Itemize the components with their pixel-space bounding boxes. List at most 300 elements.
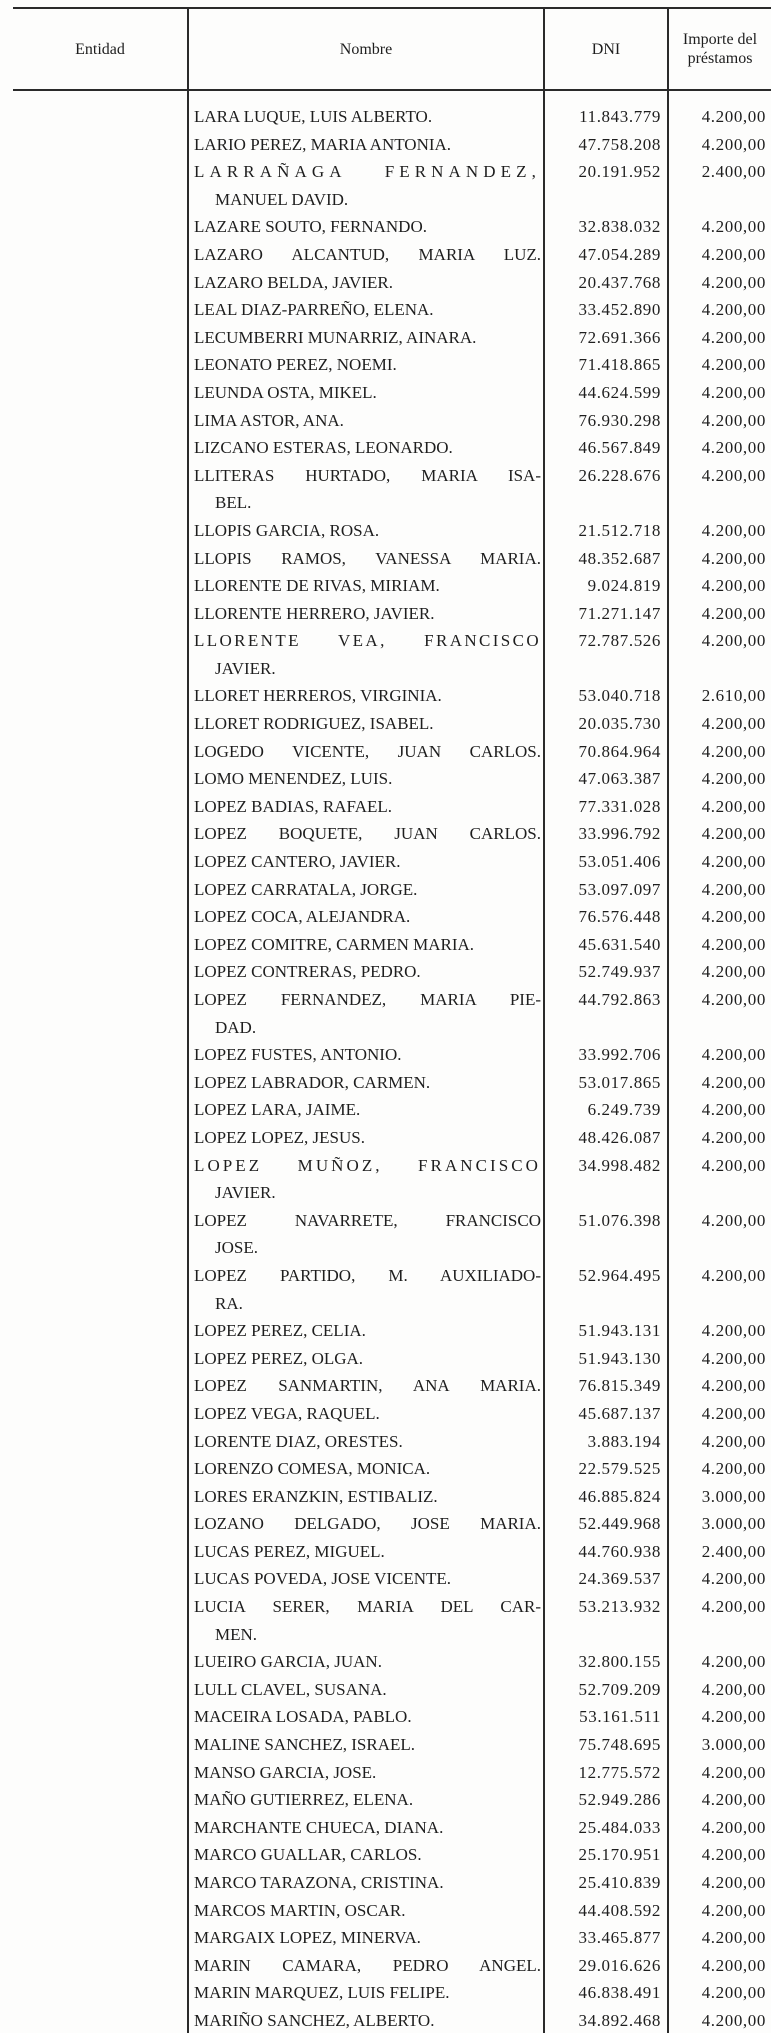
cell-dni: 47.054.289 (578, 244, 661, 264)
cell-nombre (187, 1924, 543, 1952)
name-line: LOPEZ LARA, JAIME. (194, 1100, 361, 1120)
cell-nombre (187, 1124, 543, 1152)
cell-nombre (187, 1979, 543, 2007)
cell-dni: 3.883.194 (587, 1431, 661, 1451)
name-line: MANSO GARCIA, JOSE. (194, 1762, 377, 1782)
name-line: LEAL DIAZ-PARREÑO, ELENA. (194, 300, 434, 320)
cell-dni: 22.579.525 (578, 1459, 661, 1479)
cell-nombre (187, 876, 543, 904)
cell-dni: 53.040.718 (578, 686, 661, 706)
name-line: BEL. (215, 493, 252, 513)
cell-dni: 33.996.792 (578, 824, 661, 844)
cell-entidad (13, 213, 187, 241)
name-line: MARCHANTE CHUECA, DIANA. (194, 1817, 444, 1837)
cell-nombre (187, 738, 543, 766)
cell-dni: 24.369.537 (578, 1569, 661, 1589)
name-line: LOPEZ VEGA, RAQUEL. (194, 1403, 380, 1423)
table-body (13, 103, 771, 2033)
cell-dni: 20.437.768 (578, 272, 661, 292)
cell-entidad (13, 1317, 187, 1345)
cell-dni: 70.864.964 (578, 741, 661, 761)
cell-importe: 4.200,00 (701, 272, 766, 292)
cell-dni: 53.213.932 (578, 1597, 661, 1617)
cell-nombre (187, 1428, 543, 1456)
cell-entidad (13, 1510, 187, 1538)
cell-dni: 33.465.877 (578, 1928, 661, 1948)
cell-entidad (13, 600, 187, 628)
cell-entidad (13, 1676, 187, 1704)
cell-importe: 4.200,00 (701, 1100, 766, 1120)
cell-importe: 4.200,00 (701, 1900, 766, 1920)
cell-entidad (13, 1593, 187, 1648)
name-line: LARIO PEREZ, MARIA ANTONIA. (194, 134, 452, 154)
cell-dni: 51.076.398 (578, 1210, 661, 1230)
name-line: MARIÑO SANCHEZ, ALBERTO. (194, 2010, 435, 2030)
name-line: MARCOS MARTIN, OSCAR. (194, 1900, 406, 1920)
cell-nombre (187, 517, 543, 545)
cell-nombre (187, 986, 543, 1041)
cell-entidad (13, 1897, 187, 1925)
name-line: LLOPIS RAMOS, VANESSA MARIA. (194, 548, 541, 568)
cell-entidad (13, 2007, 187, 2033)
cell-dni: 52.949.286 (578, 1790, 661, 1810)
cell-importe: 4.200,00 (701, 603, 766, 623)
name-line: LUCIA SERER, MARIA DEL CAR- (194, 1597, 541, 1617)
name-line: LOPEZ LOPEZ, JESUS. (194, 1127, 365, 1147)
cell-dni: 53.097.097 (578, 879, 661, 899)
cell-nombre (187, 1483, 543, 1511)
name-line: LLORENTE HERRERO, JAVIER. (194, 603, 435, 623)
cell-dni: 51.943.131 (578, 1321, 661, 1341)
cell-importe: 4.200,00 (701, 879, 766, 899)
cell-nombre (187, 931, 543, 959)
cell-entidad (13, 1455, 187, 1483)
cell-entidad (13, 1124, 187, 1152)
cell-dni: 12.775.572 (578, 1762, 661, 1782)
cell-importe: 4.200,00 (701, 1376, 766, 1396)
cell-importe: 4.200,00 (701, 824, 766, 844)
cell-importe: 4.200,00 (701, 1679, 766, 1699)
cell-nombre (187, 1869, 543, 1897)
cell-importe: 4.200,00 (701, 327, 766, 347)
cell-dni: 44.624.599 (578, 382, 661, 402)
cell-nombre (187, 407, 543, 435)
name-line: LOPEZ NAVARRETE, FRANCISCO (194, 1210, 541, 1230)
column-header-entidad: Entidad (75, 40, 125, 58)
name-line: MACEIRA LOSADA, PABLO. (194, 1707, 412, 1727)
cell-dni: 48.352.687 (578, 548, 661, 568)
cell-importe: 4.200,00 (701, 355, 766, 375)
cell-entidad (13, 1731, 187, 1759)
name-line: LEUNDA OSTA, MIKEL. (194, 382, 377, 402)
cell-entidad (13, 627, 187, 682)
cell-entidad (13, 1345, 187, 1373)
cell-dni: 25.410.839 (578, 1873, 661, 1892)
cell-nombre (187, 1345, 543, 1373)
cell-nombre (187, 1455, 543, 1483)
cell-importe: 4.200,00 (701, 520, 766, 540)
name-line: LAZARO BELDA, JAVIER. (194, 272, 393, 292)
cell-importe: 4.200,00 (701, 1845, 766, 1865)
name-line: LUCAS PEREZ, MIGUEL. (194, 1541, 385, 1561)
name-line: LOPEZ CANTERO, JAVIER. (194, 852, 401, 872)
cell-dni: 25.170.951 (578, 1845, 661, 1865)
name-line: LOPEZ CARRATALA, JORGE. (194, 879, 418, 899)
cell-nombre (187, 1565, 543, 1593)
cell-entidad (13, 324, 187, 352)
cell-entidad (13, 986, 187, 1041)
cell-dni: 26.228.676 (578, 465, 661, 485)
cell-importe: 4.200,00 (701, 1983, 766, 2003)
name-line: MARGAIX LOPEZ, MINERVA. (194, 1928, 421, 1948)
name-line: LOPEZ BADIAS, RAFAEL. (194, 796, 393, 816)
cell-dni: 20.035.730 (578, 714, 661, 734)
cell-nombre (187, 1262, 543, 1317)
cell-importe: 4.200,00 (701, 1127, 766, 1147)
cell-entidad (13, 1069, 187, 1097)
cell-entidad (13, 710, 187, 738)
cell-dni: 76.930.298 (578, 410, 661, 430)
name-line: LOPEZ PARTIDO, M. AUXILIADO- (194, 1265, 541, 1285)
cell-entidad (13, 903, 187, 931)
name-line: LOPEZ PEREZ, OLGA. (194, 1348, 364, 1368)
name-line: LOPEZ LABRADOR, CARMEN. (194, 1072, 431, 1092)
cell-importe: 4.200,00 (701, 244, 766, 264)
cell-dni: 46.567.849 (578, 438, 661, 458)
name-line: LAZARO ALCANTUD, MARIA LUZ. (194, 244, 541, 264)
cell-nombre (187, 1317, 543, 1345)
name-line: LIZCANO ESTERAS, LEONARDO. (194, 438, 453, 458)
cell-importe: 4.200,00 (701, 934, 766, 954)
name-line: MAÑO GUTIERREZ, ELENA. (194, 1790, 414, 1810)
cell-nombre (187, 1207, 543, 1262)
cell-entidad (13, 765, 187, 793)
name-line: LEONATO PEREZ, NOEMI. (194, 355, 397, 375)
cell-entidad (13, 1841, 187, 1869)
cell-dni: 77.331.028 (578, 796, 661, 816)
cell-nombre (187, 213, 543, 241)
cell-dni: 33.452.890 (578, 300, 661, 320)
cell-importe: 4.200,00 (701, 1928, 766, 1948)
cell-dni: 47.758.208 (578, 134, 661, 154)
cell-entidad (13, 1041, 187, 1069)
name-line: LUEIRO GARCIA, JUAN. (194, 1652, 382, 1672)
cell-importe: 4.200,00 (701, 2010, 766, 2030)
cell-nombre (187, 903, 543, 931)
cell-dni: 9.024.819 (587, 576, 661, 596)
cell-dni: 76.576.448 (578, 907, 661, 927)
name-line: MARCO TARAZONA, CRISTINA. (194, 1873, 444, 1892)
name-line: LOPEZ PEREZ, CELIA. (194, 1321, 366, 1341)
cell-dni: 52.709.209 (578, 1679, 661, 1699)
cell-importe: 4.200,00 (701, 576, 766, 596)
cell-dni: 72.787.526 (578, 631, 661, 651)
cell-entidad (13, 1372, 187, 1400)
cell-entidad (13, 1096, 187, 1124)
cell-dni: 45.631.540 (578, 934, 661, 954)
name-line: LIMA ASTOR, ANA. (194, 410, 344, 430)
cell-importe: 3.000,00 (701, 1735, 766, 1755)
cell-importe: 4.200,00 (701, 769, 766, 789)
cell-entidad (13, 1207, 187, 1262)
cell-importe: 3.000,00 (701, 1514, 766, 1534)
name-line: LOPEZ FERNANDEZ, MARIA PIE- (194, 990, 541, 1009)
cell-nombre (187, 324, 543, 352)
cell-importe: 4.200,00 (701, 300, 766, 320)
name-line: LARRAÑAGA FERNANDEZ, (194, 162, 541, 182)
cell-entidad (13, 931, 187, 959)
cell-dni: 52.449.968 (578, 1514, 661, 1534)
column-header-nombre: Nombre (339, 40, 393, 58)
cell-importe: 4.200,00 (701, 382, 766, 402)
cell-nombre (187, 296, 543, 324)
name-line: MARIN MARQUEZ, LUIS FELIPE. (194, 1983, 450, 2003)
cell-nombre (187, 1703, 543, 1731)
cell-dni: 51.943.130 (578, 1348, 661, 1368)
name-line: LOPEZ COMITRE, CARMEN MARIA. (194, 934, 475, 954)
cell-importe: 4.200,00 (701, 1652, 766, 1672)
cell-nombre (187, 1400, 543, 1428)
cell-dni: 48.426.087 (578, 1127, 661, 1147)
cell-entidad (13, 820, 187, 848)
cell-entidad (13, 1428, 187, 1456)
cell-nombre (187, 1841, 543, 1869)
cell-nombre (187, 1510, 543, 1538)
cell-importe: 4.200,00 (701, 217, 766, 237)
cell-importe: 3.000,00 (701, 1486, 766, 1506)
cell-nombre (187, 241, 543, 269)
cell-entidad (13, 1152, 187, 1207)
cell-nombre (187, 1041, 543, 1069)
cell-importe: 4.200,00 (701, 1459, 766, 1479)
name-line: LOPEZ SANMARTIN, ANA MARIA. (194, 1376, 541, 1396)
cell-dni: 11.843.779 (579, 107, 661, 126)
cell-entidad (13, 1786, 187, 1814)
cell-nombre (187, 462, 543, 517)
cell-dni: 34.998.482 (578, 1155, 661, 1175)
name-line: LOZANO DELGADO, JOSE MARIA. (194, 1514, 541, 1534)
name-line: DAD. (215, 1017, 257, 1037)
cell-dni: 46.838.491 (578, 1983, 661, 2003)
cell-dni: 25.484.033 (578, 1817, 661, 1837)
cell-nombre (187, 627, 543, 682)
cell-importe: 4.200,00 (701, 741, 766, 761)
name-line: RA. (215, 1293, 243, 1313)
cell-importe: 4.200,00 (701, 410, 766, 430)
name-line: LOPEZ MUÑOZ, FRANCISCO (194, 1155, 541, 1175)
cell-entidad (13, 1483, 187, 1511)
cell-importe: 4.200,00 (701, 796, 766, 816)
cell-importe: 4.200,00 (701, 1155, 766, 1175)
cell-entidad (13, 1565, 187, 1593)
cell-nombre (187, 1676, 543, 1704)
cell-dni: 53.161.511 (579, 1707, 661, 1727)
cell-nombre (187, 269, 543, 297)
cell-nombre (187, 1759, 543, 1787)
cell-importe: 4.200,00 (701, 107, 766, 126)
cell-importe: 4.200,00 (701, 852, 766, 872)
cell-importe: 4.200,00 (701, 1403, 766, 1423)
cell-importe: 4.200,00 (701, 1569, 766, 1589)
cell-entidad (13, 1703, 187, 1731)
cell-importe: 4.200,00 (701, 134, 766, 154)
name-line: LUCAS POVEDA, JOSE VICENTE. (194, 1569, 452, 1589)
name-line: MARIN CAMARA, PEDRO ANGEL. (194, 1955, 541, 1975)
cell-importe: 4.200,00 (701, 1210, 766, 1230)
cell-entidad (13, 545, 187, 573)
cell-dni: 44.792.863 (578, 990, 661, 1009)
cell-nombre (187, 1152, 543, 1207)
cell-entidad (13, 1759, 187, 1787)
cell-importe: 4.200,00 (701, 1265, 766, 1285)
cell-nombre (187, 710, 543, 738)
cell-entidad (13, 379, 187, 407)
cell-nombre (187, 682, 543, 710)
cell-dni: 76.815.349 (578, 1376, 661, 1396)
cell-entidad (13, 1952, 187, 1980)
cell-entidad (13, 848, 187, 876)
cell-nombre (187, 351, 543, 379)
cell-importe: 4.200,00 (701, 1045, 766, 1065)
name-line: LOPEZ BOQUETE, JUAN CARLOS. (194, 824, 541, 844)
name-line: JAVIER. (215, 1183, 276, 1203)
cell-nombre (187, 158, 543, 213)
cell-nombre (187, 958, 543, 986)
cell-entidad (13, 131, 187, 159)
cell-dni: 53.017.865 (578, 1072, 661, 1092)
cell-importe: 4.200,00 (701, 1790, 766, 1810)
name-line: LULL CLAVEL, SUSANA. (194, 1679, 387, 1699)
cell-entidad (13, 296, 187, 324)
cell-nombre (187, 1069, 543, 1097)
name-line: LARA LUQUE, LUIS ALBERTO. (194, 107, 433, 126)
cell-nombre (187, 1538, 543, 1566)
cell-entidad (13, 572, 187, 600)
cell-entidad (13, 682, 187, 710)
cell-nombre (187, 600, 543, 628)
name-line: LLORENTE VEA, FRANCISCO (194, 631, 541, 651)
cell-dni: 46.885.824 (578, 1486, 661, 1506)
cell-nombre (187, 1814, 543, 1842)
cell-entidad (13, 103, 187, 131)
cell-entidad (13, 1924, 187, 1952)
cell-nombre (187, 2007, 543, 2033)
cell-dni: 32.838.032 (578, 217, 661, 237)
cell-dni: 29.016.626 (578, 1955, 661, 1975)
cell-importe: 2.400,00 (701, 1541, 766, 1561)
cell-importe: 4.200,00 (701, 962, 766, 982)
cell-entidad (13, 1979, 187, 2007)
cell-nombre (187, 848, 543, 876)
cell-dni: 32.800.155 (578, 1652, 661, 1672)
name-line: LLORET RODRIGUEZ, ISABEL. (194, 714, 434, 734)
cell-importe: 4.200,00 (701, 548, 766, 568)
cell-entidad (13, 241, 187, 269)
cell-dni: 20.191.952 (578, 162, 661, 182)
name-line: LLOPIS GARCIA, ROSA. (194, 520, 380, 540)
cell-dni: 44.760.938 (578, 1541, 661, 1561)
name-line: LLORENTE DE RIVAS, MIRIAM. (194, 576, 440, 596)
cell-importe: 4.200,00 (701, 438, 766, 458)
cell-dni: 72.691.366 (578, 327, 661, 347)
cell-dni: 47.063.387 (578, 769, 661, 789)
cell-importe: 4.200,00 (701, 1955, 766, 1975)
cell-importe: 4.200,00 (701, 631, 766, 651)
cell-importe: 4.200,00 (701, 1597, 766, 1617)
cell-importe: 4.200,00 (701, 465, 766, 485)
cell-entidad (13, 158, 187, 213)
cell-importe: 2.400,00 (701, 162, 766, 182)
column-header-importe: Importe del préstamos (682, 31, 758, 67)
name-line: MEN. (215, 1624, 258, 1644)
cell-dni: 52.964.495 (578, 1265, 661, 1285)
column-header-dni: DNI (591, 40, 621, 58)
cell-nombre (187, 793, 543, 821)
cell-importe: 4.200,00 (701, 907, 766, 927)
cell-dni: 45.687.137 (578, 1403, 661, 1423)
cell-importe: 4.200,00 (701, 990, 766, 1009)
name-line: LOPEZ FUSTES, ANTONIO. (194, 1045, 402, 1065)
cell-dni: 53.051.406 (578, 852, 661, 872)
cell-dni: 75.748.695 (578, 1735, 661, 1755)
cell-entidad (13, 1538, 187, 1566)
name-line: JAVIER. (215, 658, 276, 678)
cell-entidad (13, 517, 187, 545)
cell-entidad (13, 434, 187, 462)
cell-entidad (13, 738, 187, 766)
cell-nombre (187, 1786, 543, 1814)
cell-importe: 4.200,00 (701, 1707, 766, 1727)
cell-entidad (13, 407, 187, 435)
cell-dni: 71.418.865 (578, 355, 661, 375)
name-line: LAZARE SOUTO, FERNANDO. (194, 217, 427, 237)
cell-importe: 4.200,00 (701, 1072, 766, 1092)
cell-nombre (187, 1372, 543, 1400)
cell-nombre (187, 545, 543, 573)
cell-entidad (13, 269, 187, 297)
cell-nombre (187, 434, 543, 462)
name-line: LOPEZ CONTRERAS, PEDRO. (194, 962, 421, 982)
name-line: LLITERAS HURTADO, MARIA ISA- (194, 465, 541, 485)
name-line: LOMO MENENDEZ, LUIS. (194, 769, 393, 789)
name-line: LECUMBERRI MUNARRIZ, AINARA. (194, 327, 477, 347)
cell-nombre (187, 820, 543, 848)
cell-dni: 21.512.718 (578, 520, 661, 540)
cell-entidad (13, 958, 187, 986)
cell-importe: 4.200,00 (701, 1873, 766, 1892)
name-line: JOSE. (215, 1238, 258, 1258)
cell-importe: 4.200,00 (701, 1431, 766, 1451)
cell-entidad (13, 1262, 187, 1317)
cell-dni: 52.749.937 (578, 962, 661, 982)
name-line: LORENTE DIAZ, ORESTES. (194, 1431, 403, 1451)
cell-importe: 4.200,00 (701, 714, 766, 734)
cell-entidad (13, 1648, 187, 1676)
name-line: LLORET HERREROS, VIRGINIA. (194, 686, 442, 706)
cell-importe: 4.200,00 (701, 1762, 766, 1782)
cell-dni: 34.892.468 (578, 2010, 661, 2030)
cell-importe: 4.200,00 (701, 1348, 766, 1368)
cell-entidad (13, 1869, 187, 1897)
cell-nombre (187, 1897, 543, 1925)
name-line: MARCO GUALLAR, CARLOS. (194, 1845, 422, 1865)
cell-nombre (187, 379, 543, 407)
name-line: LOGEDO VICENTE, JUAN CARLOS. (194, 741, 541, 761)
cell-entidad (13, 793, 187, 821)
name-line: MANUEL DAVID. (215, 189, 349, 209)
cell-entidad (13, 876, 187, 904)
cell-nombre (187, 1593, 543, 1648)
